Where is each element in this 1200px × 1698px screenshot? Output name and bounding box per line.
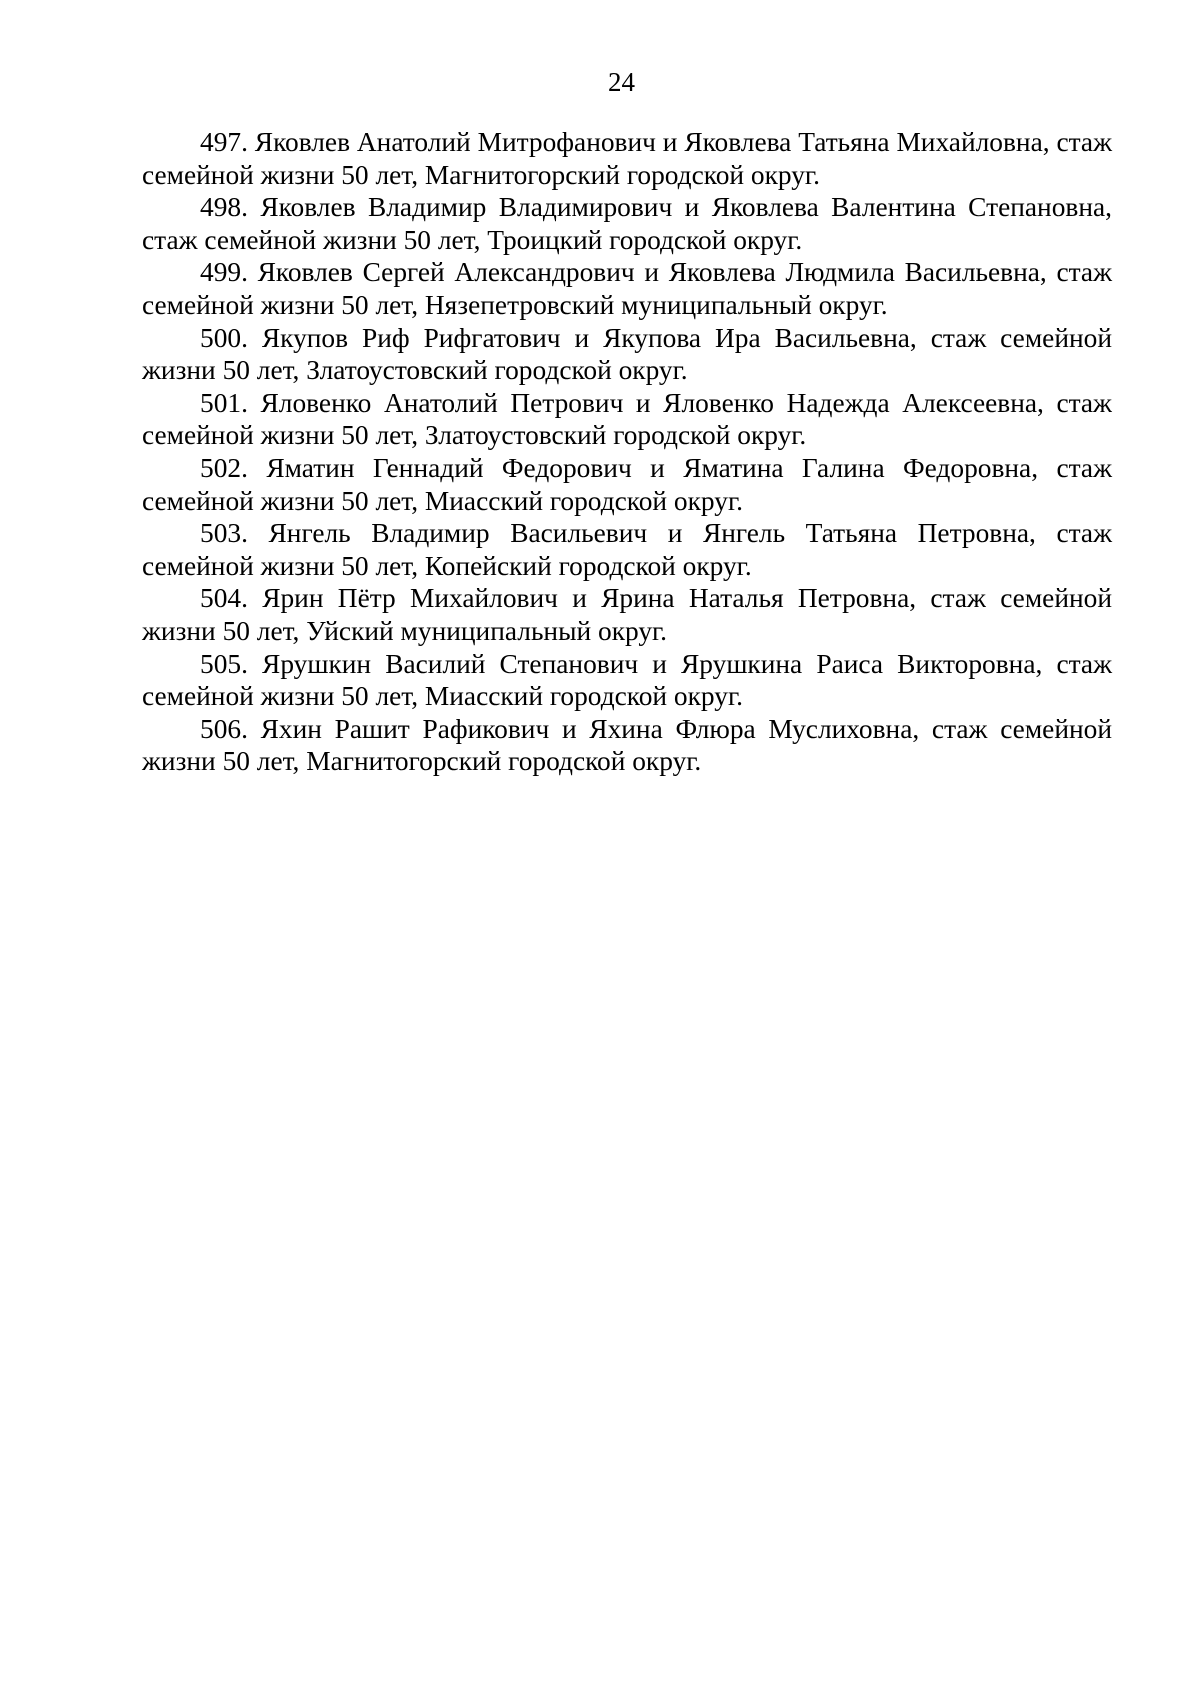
list-item: 503. Янгель Владимир Васильевич и Янгель Татьяна Петровна, стаж семейной жизни 50 лет, Копейский городской округ. [142,518,1112,581]
list-item: 497. Яковлев Анатолий Митрофанович и Яковлева Татьяна Михайловна, стаж семейной жизни 50 лет, Магнитогорский городской округ. [142,127,1112,190]
list-item: 499. Яковлев Сергей Александрович и Яковлева Людмила Васильевна, стаж семейной жизни 50 лет, Нязепетровский муниципальный округ. [142,257,1112,320]
list-item: 500. Якупов Риф Рифгатович и Якупова Ира Васильевна, стаж семейной жизни 50 лет, Златоустовский городской округ. [142,322,1112,386]
list-item: 504. Ярин Пётр Михайлович и Ярина Наталья Петровна, стаж семейной жизни 50 лет, Уйский муниципальный округ. [142,583,1112,646]
list-item: 498. Яковлев Владимир Владимирович и Яковлева Валентина Степановна, стаж семейной жизни 50 лет, Троицкий городской округ. [142,192,1112,255]
list-item: 506. Яхин Рашит Рафикович и Яхина Флюра Муслиховна, стаж семейной жизни 50 лет, Магнитогорский городской округ. [142,713,1112,777]
entry-list [142,126,1112,778]
list-item: 502. Яматин Геннадий Федорович и Яматина Галина Федоровна, стаж семейной жизни 50 лет, Миасский городской округ. [142,452,1112,516]
list-item: 505. Ярушкин Василий Степанович и Ярушкина Раиса Викторовна, стаж семейной жизни 50 лет, Миасский городской округ. [142,648,1112,712]
page-number: 24 [608,67,635,97]
list-item: 501. Яловенко Анатолий Петрович и Яловенко Надежда Алексеевна, стаж семейной жизни 50 лет, Златоустовский городской округ. [142,387,1112,451]
